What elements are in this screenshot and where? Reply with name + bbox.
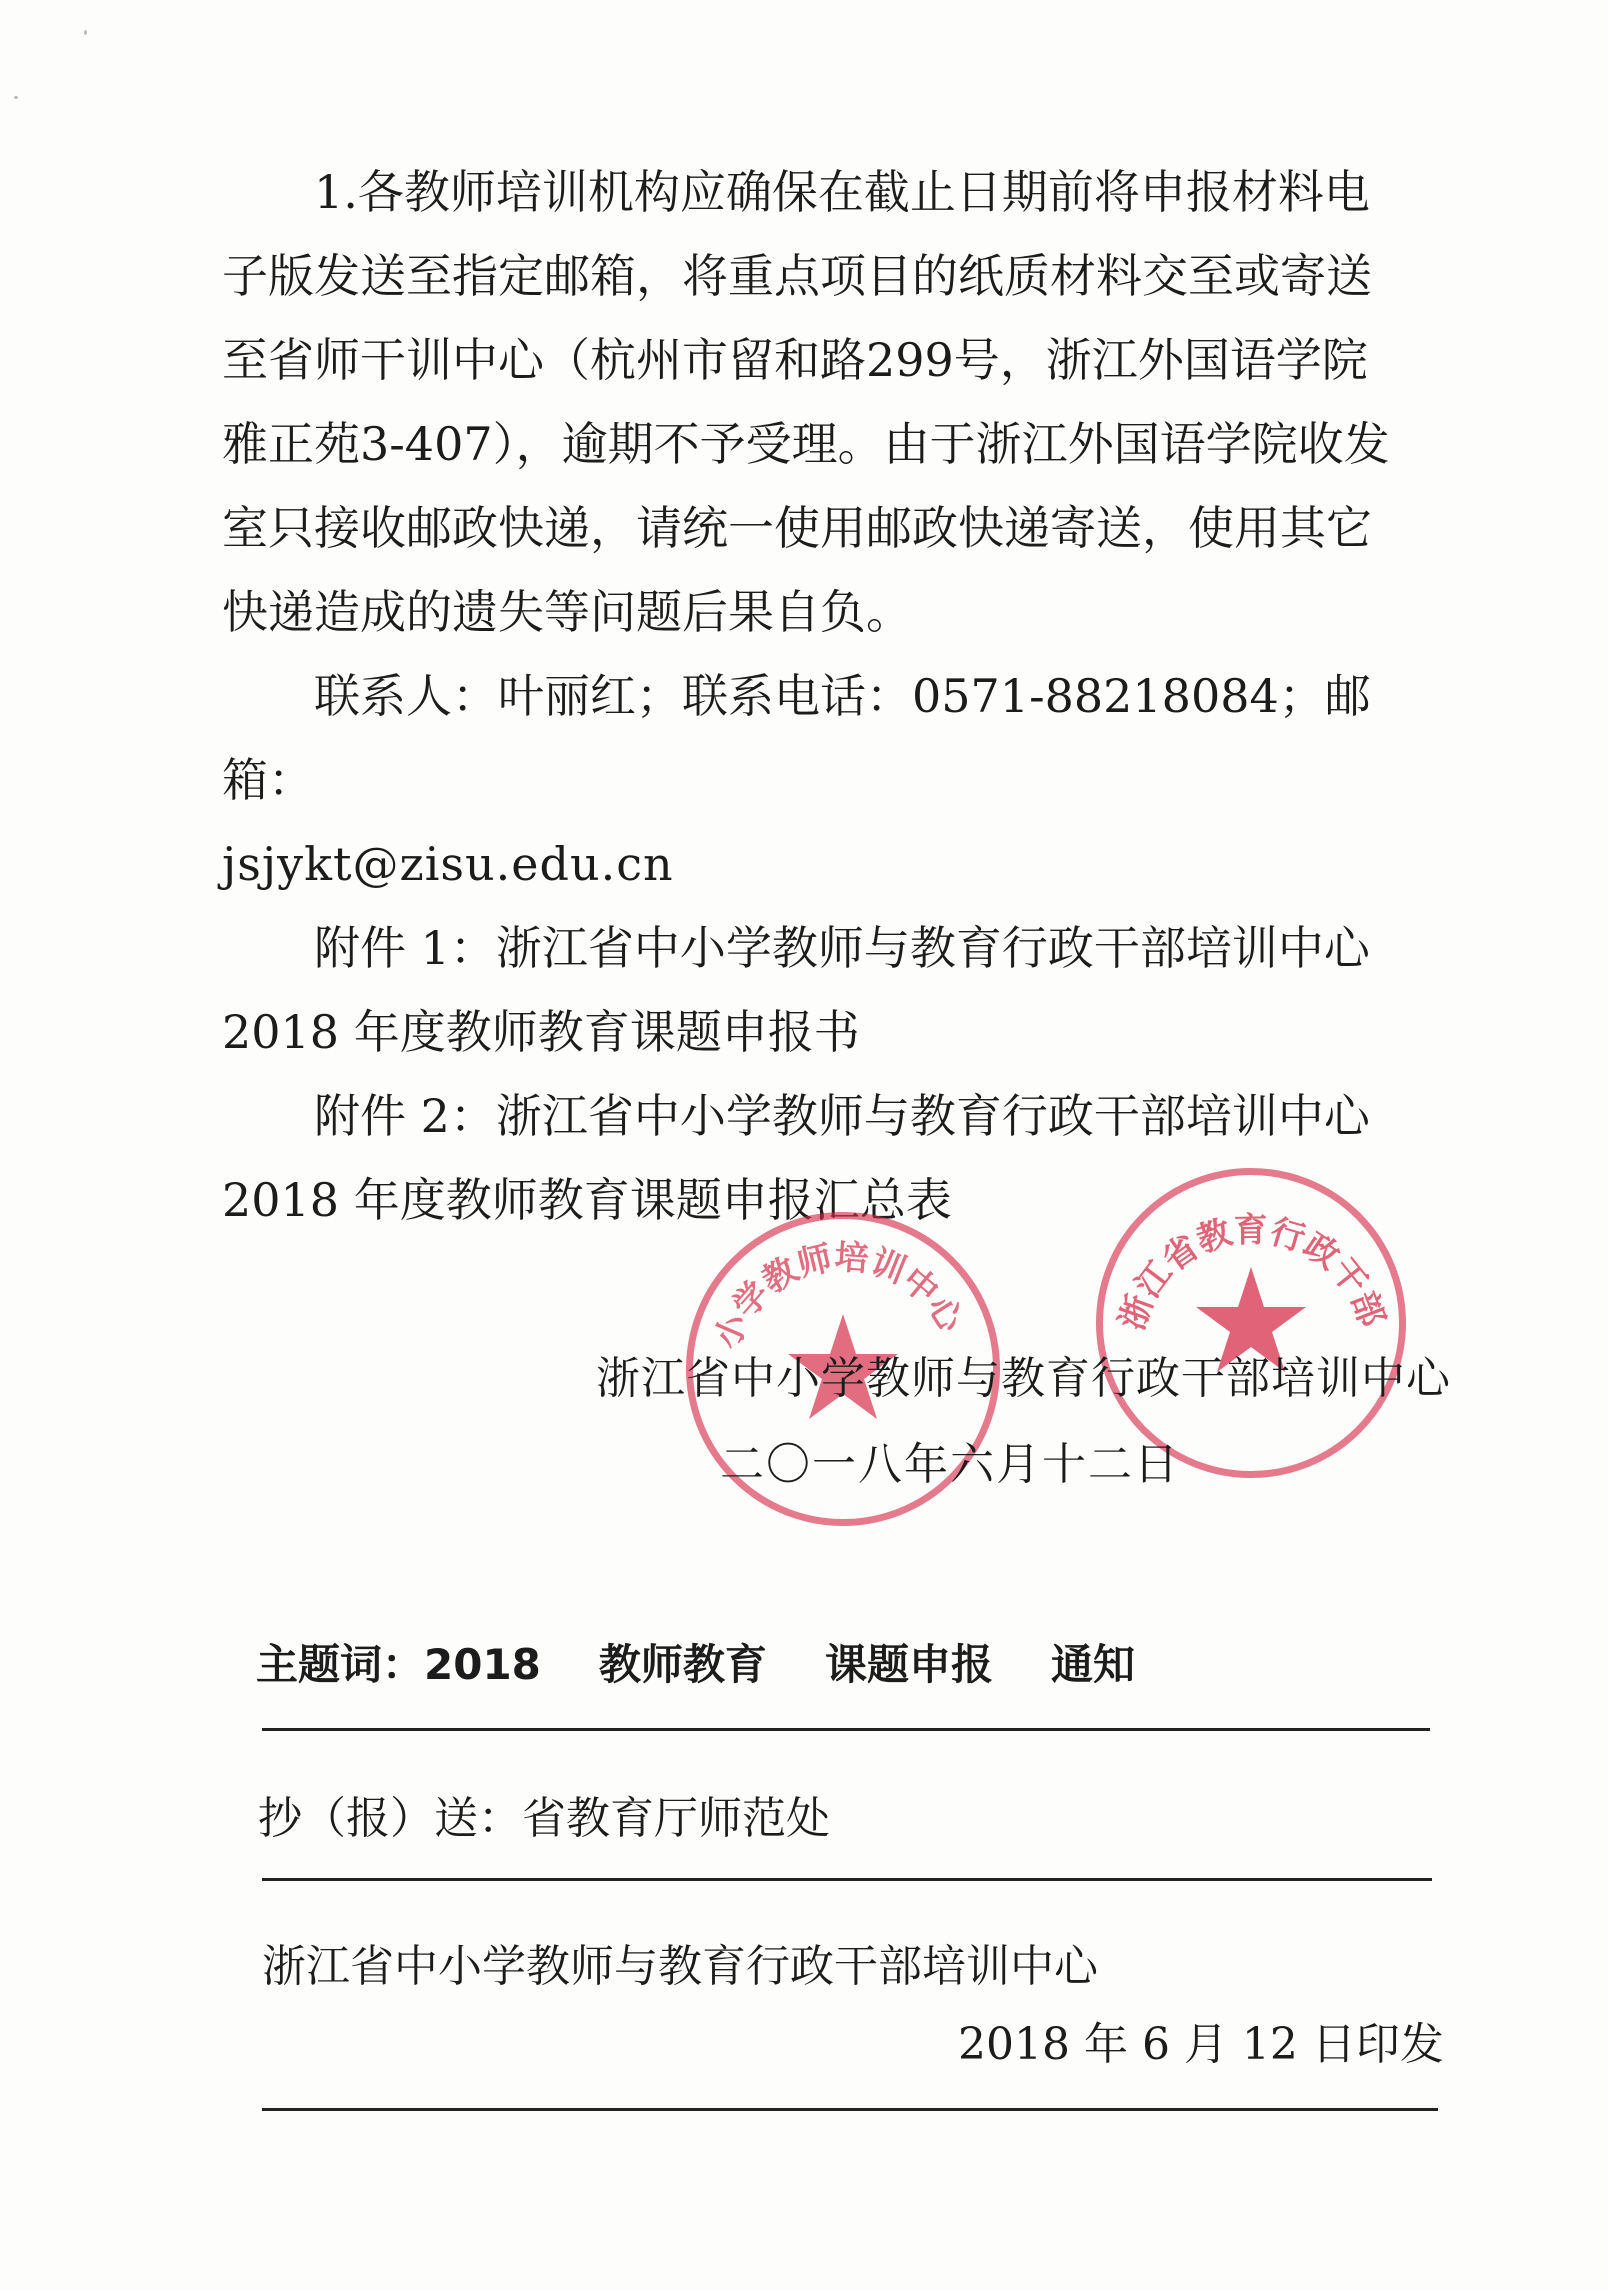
divider-line [262,2108,1438,2111]
issuer-organization: 浙江省中小学教师与教育行政干部培训中心 [262,1941,1098,1992]
contact-line: 联系人：叶丽红；联系电话：0571-88218084；邮箱： [222,669,1371,807]
paragraph-submission: 1.各教师培训机构应确保在截止日期前将申报材料电子版发送至指定邮箱，将重点项目的纸质材料交至或寄送至省师干训中心（杭州市留和路299号，浙江外国语学院雅正苑3-407），逾期不予受理。由于浙江外国语学院收发室只接收邮政快递，请统一使用邮政快递寄送，使用其它快递造成的遗失等问题后果自负。 [222,165,1390,639]
issue-date: 2018 年 6 月 12 日印发 [958,2019,1444,2070]
seal-left-text: 小学教师培训中心 [706,1237,971,1355]
keyword-item: 教师教育 [598,1640,767,1689]
seal-right-text: 浙江省教育行政干部 [1112,1210,1393,1336]
signature-date: 二〇一八年六月十二日 [720,1439,1180,1490]
keyword-item: 课题申报 [824,1640,993,1689]
cc-line: 抄（报）送：省教育厅师范处 [258,1793,830,1844]
divider-line [262,1878,1432,1881]
keyword-item: 通知 [1050,1640,1135,1689]
contact-email: jsjykt@zisu.edu.cn [222,837,674,891]
seal-right-graphic [1103,1175,1399,1471]
attachment-1: 附件 1：浙江省中小学教师与教育行政干部培训中心 2018 年度教师教育课题申报书 [222,921,1370,1059]
scan-speck [14,96,18,99]
keywords-label: 主题词： [256,1640,425,1689]
attachment-2: 附件 2：浙江省中小学教师与教育行政干部培训中心 2018 年度教师教育课题申报汇总表 [222,1089,1370,1227]
keywords-line [256,1632,1193,1692]
scan-speck [84,30,87,35]
divider-line [262,1728,1430,1731]
signature-organization: 浙江省中小学教师与教育行政干部培训中心 [596,1353,1451,1404]
body-text [222,150,1412,1242]
keyword-item: 2018 [424,1640,541,1689]
